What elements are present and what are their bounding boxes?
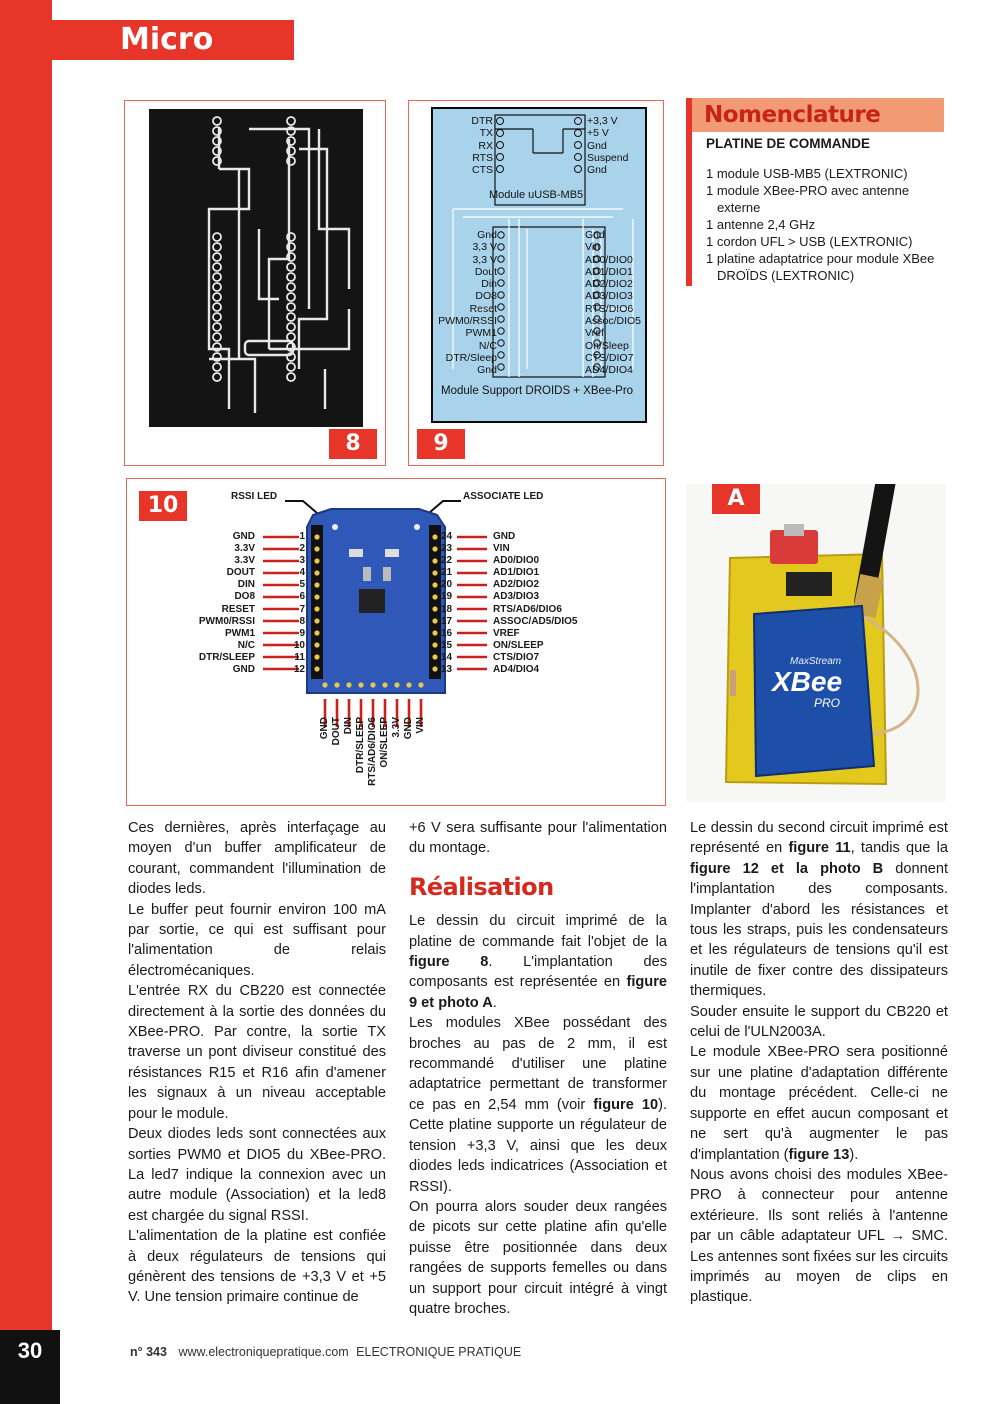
right-pin-names: GND VIN AD0/DIO0 AD1/DIO1 AD2/DIO2 AD3/DIO3 RTS/AD6/DIO6 ASSOC/AD5/DIO5 VREF ON/SLEEP CTS/DIO7 AD4/DIO4 <box>493 531 578 676</box>
text-column-3 <box>690 818 948 1308</box>
paragraph: On pourra alors souder deux rangées de picots sur cette platine afin qu'elle puisse être positionnée dans deux rangées de supports femelles ou dans un support pour circuit intégré à vingt quatre broches. <box>409 1198 667 1317</box>
list-item: 1 module USB-MB5 (LEXTRONIC) <box>706 166 908 181</box>
support-right-pins: Gnd Vin AD0/DIO0 AD1/DIO1 AD2/DIO2 AD3/DIO3 RTS/DIO6 Assoc/DIO5 Vref On/Sleep CTS/DIO7 AD4/DIO4 <box>585 229 642 377</box>
paragraph: Souder ensuite le support du CB220 et celui de l'ULN2003A. <box>690 1003 948 1041</box>
xbee-logo-text: XBee <box>772 666 843 697</box>
figure-8-label: 8 <box>329 429 377 459</box>
figure-10-label: 10 <box>139 491 187 521</box>
figure-9 <box>408 100 664 466</box>
paragraph: Le dessin du second circuit imprimé est représenté en figure 11, tandis que la figure 12 et la photo B donnent l'implantation des composants. Implanter d'abord les résistances et tous les straps, puis les condensateurs et les régulateurs de tensions qu'il est inutile de fixer contre des dissipateurs thermiques. <box>690 820 949 1000</box>
left-color-band <box>0 0 52 1404</box>
parts-list <box>692 151 944 284</box>
issue-number: n° 343 <box>130 1345 167 1359</box>
nomenclature-title: Nomenclature <box>692 98 944 132</box>
paragraph: +6 V sera suffisante pour l'alimentation du montage. <box>409 820 667 857</box>
nomenclature-subtitle: PLATINE DE COMMANDE <box>706 136 870 151</box>
paragraph: Les modules XBee possédant des broches au pas de 2 mm, il est recommandé d'utiliser une platine adaptatrice permettant de transformer ce pas en 2,54 mm (voir figure 10). Cette platine supporte un régulateur de tension +3,3 V, ainsi que les deux diodes leds indicatrices (Association et RSSI). <box>409 1015 667 1195</box>
figure-10: 10 RSSI LED ASSOCIATE LED GND 3.3V 3.3V DOUT DIN DO8 RESET PWM0/RSSI PWM1 N/C DTR/SLEEP GND 1 2 3 4 5 6 7 8 9 10 11 12 24 23 22 21 20 19 18 17 16 15 14 13 GND VIN AD0/DIO0 AD1/DIO1 AD2/DIO2 AD3/DIO3 RTS/AD6/DIO6 ASSOC/AD5/DIO5 VREF ON/SLEEP CTS/DIO7 AD4/DIO4 GND DOUT DIN DTR/SLEEP RTS/AD6/DIO6 ON/SLEEP 3.3V GND VIN <box>126 478 666 806</box>
xbee-pro-text: PRO <box>814 696 841 710</box>
website-url: www.electroniquepratique.com <box>178 1345 349 1359</box>
paragraph: Le buffer peut fournir environ 100 mA par sortie, ce qui est suffisant pour l'alimentation de relais électromécaniques. <box>128 901 386 979</box>
figure-8 <box>124 100 386 466</box>
schematic-diagram <box>431 107 647 423</box>
photo-a-label: A <box>712 484 760 514</box>
usb-left-pins: DTR TX RX RTS CTS <box>471 115 493 177</box>
xbee-brand-text: MaxStream <box>790 656 842 667</box>
section-heading: Réalisation <box>409 872 554 901</box>
paragraph: Ces dernières, après interfaçage au moyen d'un buffer amplificateur de courant, commandent l'illumination de diodes leds. <box>128 820 386 898</box>
left-pin-names: GND 3.3V 3.3V DOUT DIN DO8 RESET PWM0/RSSI PWM1 N/C DTR/SLEEP GND <box>198 531 255 676</box>
paragraph: Deux diodes leds sont connectées aux sorties PWM0 et DIO5 du XBee-PRO. La led7 indique la connexion avec un autre module (Association) et la led8 est chargée du signal RSSI. <box>128 1126 386 1224</box>
page-number: 30 <box>0 1330 60 1404</box>
paragraph: L'entrée RX du CB220 est connectée directement à la sortie des données du XBee-PRO. Par contre, la sortie TX traverse un pont diviseur constitué des résistances R15 et R16 afin d'amener les signaux à un niveau acceptable pour le module. <box>128 983 386 1122</box>
usb-right-pins: +3,3 V +5 V Gnd Suspend Gnd <box>587 115 629 177</box>
left-pin-numbers: 1 2 3 4 5 6 7 8 9 10 11 12 <box>293 531 305 676</box>
support-module-label: Module Support DROIDS + XBee-Pro <box>441 385 634 397</box>
list-item: 1 platine adaptatrice pour module XBee DROÏDS (LEXTRONIC) <box>706 251 935 283</box>
usb-module-label: Module uUSB-MB5 <box>489 189 584 201</box>
list-item: 1 cordon UFL > USB (LEXTRONIC) <box>706 234 913 249</box>
nomenclature-box <box>686 98 944 286</box>
list-item: 1 antenne 2,4 GHz <box>706 217 816 232</box>
magazine-name: ELECTRONIQUE PRATIQUE <box>356 1345 522 1359</box>
paragraph: Le module XBee-PRO sera positionné sur une platine d'adaptation différente du montage précédent. Celle-ci ne supporte en effet aucun composant et ne sert qu'à augmenter le pas d'implantation (figure 13). <box>690 1044 948 1163</box>
paragraph: Le dessin du circuit imprimé de la platine de commande fait l'objet de la figure 8. L'implantation des composants est représentée en figure 9 et photo A. <box>409 913 667 1011</box>
pcb-layout <box>149 109 363 427</box>
paragraph: L'alimentation de la platine est confiée à deux régulateurs de tensions qui génèrent des tensions de +3,3 V et +5 V. Une tension primaire continue de <box>128 1228 386 1306</box>
rssi-led-label: RSSI LED <box>231 491 278 502</box>
right-pin-numbers: 24 23 22 21 20 19 18 17 16 15 14 13 <box>441 531 453 676</box>
text-column-2 <box>409 818 667 1319</box>
paragraph: Nous avons choisi des modules XBee-PRO à connecteur pour antenne extérieure. Ils sont reliés à l'antenne par un câble adaptateur UFL → SMC. Les antennes sont fixées sur les circuits imprimés au moyen de clips en plastique. <box>690 1166 948 1306</box>
list-item: 1 module XBee-PRO avec antenne externe <box>706 183 910 215</box>
photo-a <box>686 484 946 802</box>
page-footer <box>130 1345 521 1359</box>
associate-led-label: ASSOCIATE LED <box>463 491 544 502</box>
section-title: Micro <box>52 20 294 60</box>
support-left-pins: Gnd 3,3 V 3,3 V Dout Din DO8 Reset PWM0/RSSI PWM1 N/C DTR/Sleep Gnd <box>438 229 497 377</box>
figure-9-label: 9 <box>417 429 465 459</box>
text-column-1 <box>128 818 386 1308</box>
